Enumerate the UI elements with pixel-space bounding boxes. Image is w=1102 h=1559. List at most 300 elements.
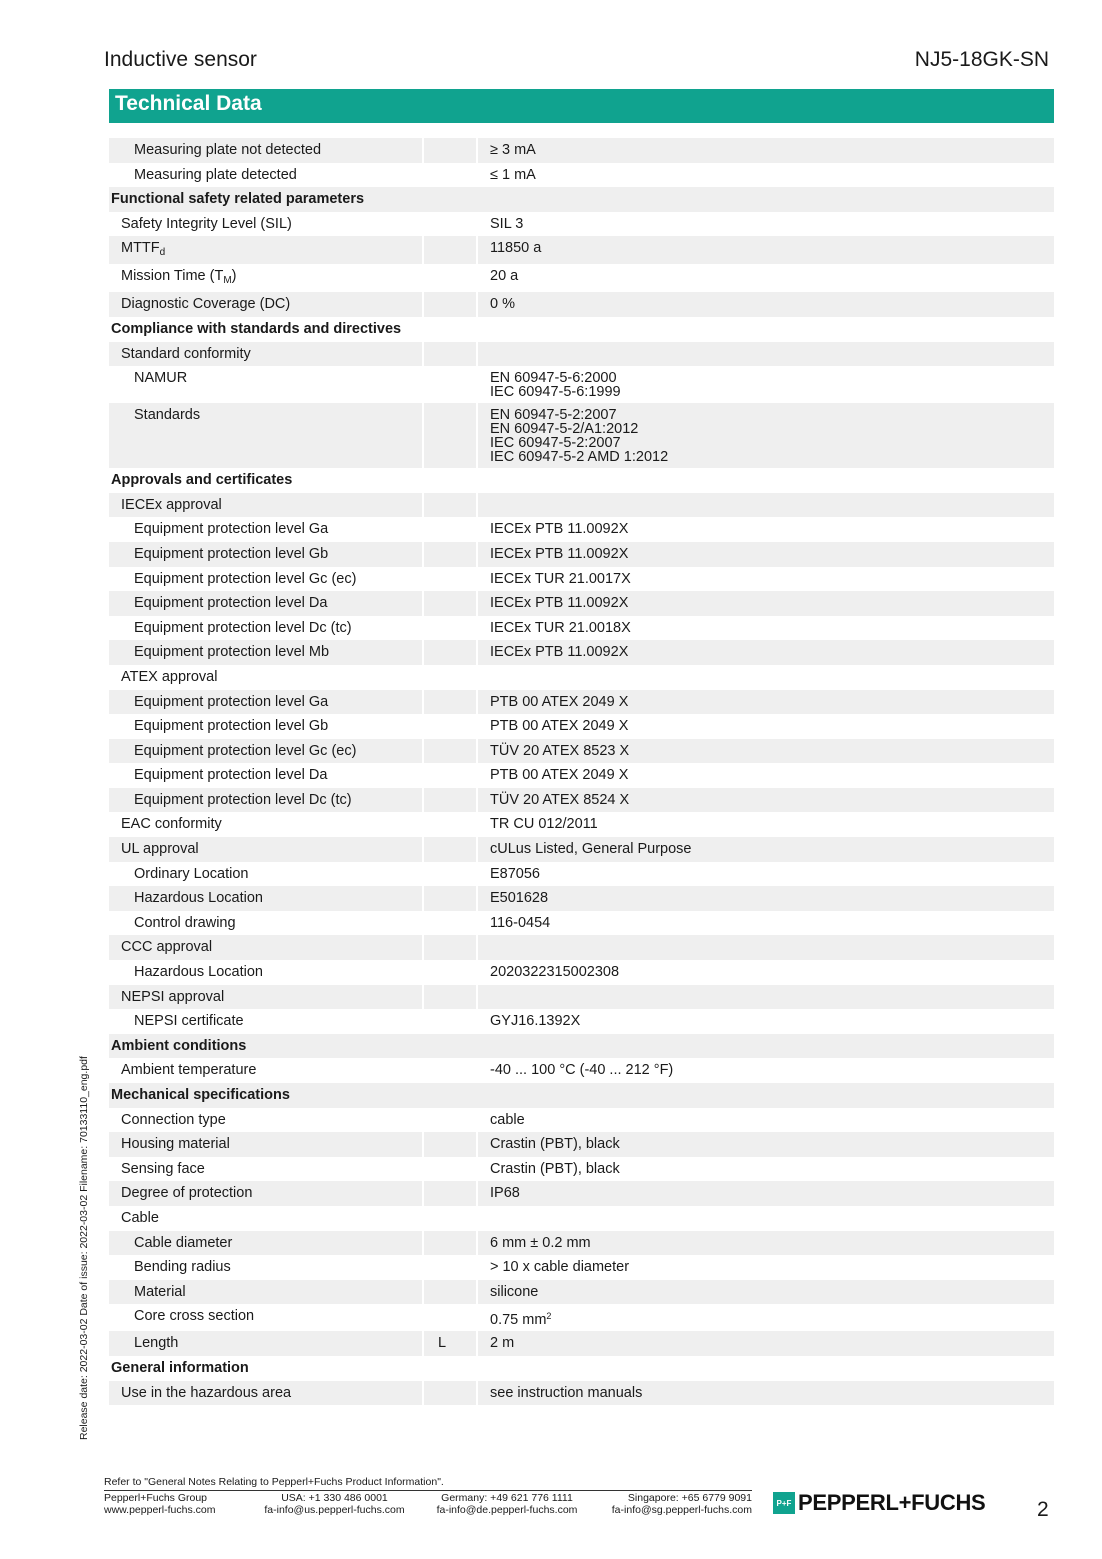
section-heading-row [109,317,1054,342]
row-label [109,837,422,860]
row-label-text: Mechanical specifications [111,1087,290,1103]
row-value [478,690,1054,713]
row-symbol-cell [423,1381,477,1406]
row-value [478,1058,1054,1081]
row-label [109,1034,1054,1057]
row-value-text: PTB 00 ATEX 2049 X [490,718,629,735]
row-label-cell [109,468,1054,493]
row-symbol-cell [423,862,477,887]
table-row [109,1108,1054,1133]
row-symbol [424,493,476,516]
row-label-suffix: ) [231,268,237,285]
row-value-text: ≤ 1 mA [490,166,536,183]
row-value-cell [477,812,1054,837]
row-value [478,788,1054,811]
row-label [109,1280,422,1303]
row-value-cell [477,788,1054,813]
row-value [478,403,1054,468]
row-value-cell [477,567,1054,592]
row-value-cell [477,1058,1054,1083]
row-label [109,935,422,958]
row-value [478,1280,1054,1303]
row-value [478,960,1054,983]
row-value-text: 2 m [490,1335,515,1352]
row-label-cell [109,542,423,567]
row-symbol-cell [423,886,477,911]
row-symbol-cell [423,1331,477,1356]
table-row [109,960,1054,985]
row-label-cell [109,342,423,367]
row-symbol [424,1009,476,1032]
row-value [478,862,1054,885]
row-value-cell [477,960,1054,985]
section-heading-row [109,187,1054,212]
row-symbol [424,264,476,287]
row-label-text: Use in the hazardous area [121,1384,292,1401]
row-label [109,1231,422,1254]
row-value-text: ≥ 3 mA [490,142,536,158]
row-value [478,342,1054,365]
row-label [109,1083,1054,1106]
row-label-text: IECEx approval [121,496,222,513]
table-row [109,812,1054,837]
row-label [109,690,422,713]
row-symbol [424,517,476,540]
row-value [478,616,1054,639]
row-label [109,665,422,688]
row-value [478,665,1054,688]
row-value-text: E87056 [490,865,540,882]
row-value-text: cULus Listed, General Purpose [490,841,692,858]
row-label [109,1356,1054,1379]
row-symbol [424,138,476,161]
row-label-text: Safety Integrity Level (SIL) [121,215,292,232]
row-value-text: 11850 a [490,240,542,257]
row-symbol [424,212,476,235]
row-value [478,1181,1054,1204]
table-row [109,1009,1054,1034]
row-label-cell [109,739,423,764]
section-heading-row [109,1034,1054,1059]
row-value-cell [477,1280,1054,1305]
section-title: Technical Data [115,92,262,115]
row-label-cell [109,264,423,292]
row-label-text: Connection type [121,1111,226,1128]
technical-data-table [109,138,1054,1405]
section-heading-row [109,1083,1054,1108]
row-label-text: Cable diameter [134,1234,233,1251]
row-label [109,236,422,264]
row-symbol-cell [423,788,477,813]
row-value-cell [477,1381,1054,1406]
row-symbol-cell [423,935,477,960]
row-symbol-cell [423,542,477,567]
row-symbol-cell [423,493,477,518]
footer-website[interactable]: www.pepperl-fuchs.com [104,1504,216,1516]
row-symbol-cell [423,567,477,592]
row-value [478,542,1054,565]
row-label [109,403,422,426]
row-symbol-cell [423,292,477,317]
row-label-cell [109,665,423,690]
footer-usa-col [262,1492,407,1516]
row-label-text: Ambient temperature [121,1062,257,1079]
logo-mark-icon: P+F [773,1492,795,1514]
footer-usa-email[interactable]: fa-info@us.pepperl-fuchs.com [264,1504,405,1516]
row-label-text: Equipment protection level Gb [134,545,329,562]
table-row [109,591,1054,616]
table-row [109,763,1054,788]
table-row [109,517,1054,542]
row-value [478,763,1054,786]
row-value-text: PTB 00 ATEX 2049 X [490,767,629,784]
row-label-cell [109,1331,423,1356]
table-row [109,366,1054,403]
row-symbol [424,1157,476,1180]
row-label-cell [109,517,423,542]
row-value-text: SIL 3 [490,215,524,232]
row-value-text: IECEx TUR 21.0018X [490,619,631,636]
row-symbol [424,640,476,663]
row-label-text: Equipment protection level Da [134,767,328,784]
row-label [109,616,422,639]
table-row [109,665,1054,690]
row-label [109,264,422,292]
row-value [478,567,1054,590]
row-symbol-cell [423,714,477,739]
row-label [109,163,422,186]
table-row [109,739,1054,764]
row-value-cell [477,493,1054,518]
row-symbol-cell [423,366,477,403]
row-symbol-cell [423,1280,477,1305]
row-value-cell [477,1181,1054,1206]
row-value-cell [477,616,1054,641]
row-value-cell [477,911,1054,936]
row-value-cell [477,739,1054,764]
row-symbol-cell [423,960,477,985]
row-symbol [424,935,476,958]
row-label-text: Cable [121,1209,159,1226]
row-symbol [424,886,476,909]
section-heading-row [109,468,1054,493]
row-value-cell [477,292,1054,317]
row-value-cell [477,1206,1054,1231]
table-row [109,985,1054,1010]
row-label-cell [109,163,423,188]
row-value-cell [477,1255,1054,1280]
row-label-cell [109,1381,423,1406]
row-symbol [424,960,476,983]
row-label-cell [109,1206,423,1231]
row-symbol-cell [423,1009,477,1034]
footer-germany-col [432,1492,582,1516]
table-row [109,1280,1054,1305]
row-value-text: IP68 [490,1185,520,1202]
row-symbol-cell [423,1058,477,1083]
footer-usa-phone: USA: +1 330 486 0001 [281,1492,388,1504]
row-symbol-cell [423,342,477,367]
table-row [109,163,1054,188]
row-symbol [424,236,476,259]
row-label-cell [109,640,423,665]
row-label [109,1255,422,1278]
table-row [109,542,1054,567]
row-label-text: Housing material [121,1136,230,1153]
table-row [109,292,1054,317]
table-row [109,493,1054,518]
row-label-text: NAMUR [134,370,188,387]
row-label-text: NEPSI approval [121,988,225,1005]
row-label [109,1181,422,1204]
row-label-cell [109,886,423,911]
row-value-cell [477,1331,1054,1356]
row-value-cell [477,403,1054,468]
row-value-cell [477,236,1054,264]
row-value [478,640,1054,663]
table-row [109,567,1054,592]
row-symbol: L [438,1335,447,1352]
row-label [109,187,1054,210]
row-symbol [424,714,476,737]
row-symbol-cell [423,212,477,237]
row-label-cell [109,1280,423,1305]
row-label-text: EAC conformity [121,816,222,833]
row-value [478,1009,1054,1032]
row-label-cell [109,714,423,739]
row-value-cell [477,264,1054,292]
row-value-cell [477,366,1054,403]
row-value-cell [477,591,1054,616]
row-value [478,1231,1054,1254]
row-label [109,1132,422,1155]
footer-divider [104,1490,752,1491]
row-label-text: Bending radius [134,1259,231,1276]
row-label-cell [109,812,423,837]
table-row [109,788,1054,813]
row-label-cell [109,1083,1054,1108]
header-model: NJ5-18GK-SN [914,48,1049,71]
row-symbol [424,292,476,315]
row-label-cell [109,1009,423,1034]
row-value-text: 0.75 mm [490,1312,547,1329]
row-value [478,1331,1054,1354]
row-symbol [424,1181,476,1204]
row-value-cell [477,1009,1054,1034]
row-value-text: -40 ... 100 °C (-40 ... 212 °F) [490,1062,674,1079]
row-symbol-cell [423,812,477,837]
row-label-text: Equipment protection level Gc (ec) [134,742,357,759]
table-row [109,1058,1054,1083]
row-symbol-cell [423,837,477,862]
row-label-text: Equipment protection level Dc (tc) [134,791,352,808]
row-label-subscript: d [159,247,166,259]
table-row [109,886,1054,911]
page-number: 2 [1037,1498,1049,1521]
row-value [478,517,1054,540]
row-value [478,1108,1054,1131]
row-value [478,1157,1054,1180]
row-value-text: E501628 [490,890,549,907]
row-label-cell [109,1157,423,1182]
row-label-text: UL approval [121,841,199,858]
pepperl-fuchs-logo [773,1491,985,1515]
row-label-text: Hazardous Location [134,890,263,907]
row-value [478,1381,1054,1404]
table-row [109,138,1054,163]
row-label-text: Sensing face [121,1160,205,1177]
row-symbol [424,542,476,565]
row-label [109,1206,422,1229]
table-row [109,1181,1054,1206]
row-label-text: Equipment protection level Ga [134,521,329,538]
row-symbol [424,911,476,934]
row-value [478,366,1054,403]
row-label-text: Measuring plate detected [134,166,297,183]
row-label [109,317,1054,340]
row-value-cell [477,935,1054,960]
row-value [478,1304,1054,1331]
row-symbol-cell [423,739,477,764]
row-symbol [424,366,476,389]
release-info: Release date: 2022-03-02 Date of issue: 2022-03-02 Filename: 70133110_eng.pdf [78,1056,90,1440]
row-label-text: Equipment protection level Gc (ec) [134,570,357,587]
row-label-text: Degree of protection [121,1185,253,1202]
row-value [478,1132,1054,1155]
row-value-cell [477,542,1054,567]
row-label-cell [109,292,423,317]
row-label-cell [109,985,423,1010]
row-value-cell [477,886,1054,911]
row-label-cell [109,138,423,163]
row-symbol-cell [423,591,477,616]
row-label-cell [109,591,423,616]
row-label-cell [109,1058,423,1083]
footer-germany-email[interactable]: fa-info@de.pepperl-fuchs.com [436,1504,578,1516]
row-value-text: GYJ16.1392X [490,1013,581,1030]
row-value-text: TÜV 20 ATEX 8523 X [490,742,630,759]
row-label [109,739,422,762]
row-value-cell [477,985,1054,1010]
row-label-text: Core cross section [134,1308,255,1325]
row-value-cell [477,342,1054,367]
row-value [478,985,1054,1008]
row-symbol-cell [423,264,477,292]
row-label-text: Length [134,1335,179,1352]
row-value-text: 0 % [490,296,515,313]
table-row [109,640,1054,665]
row-label-cell [109,1132,423,1157]
row-label [109,812,422,835]
row-label [109,1157,422,1180]
row-value-text: > 10 x cable diameter [490,1259,630,1276]
row-value-cell [477,1157,1054,1182]
row-value-cell [477,690,1054,715]
row-value [478,837,1054,860]
table-row [109,911,1054,936]
table-row [109,616,1054,641]
section-title-band [109,89,1054,123]
row-value-cell [477,1108,1054,1133]
row-label-cell [109,616,423,641]
row-label-cell [109,1356,1054,1381]
table-row [109,342,1054,367]
row-value-cell [477,1231,1054,1256]
row-label [109,985,422,1008]
table-row [109,935,1054,960]
footer-singapore-email[interactable]: fa-info@sg.pepperl-fuchs.com [611,1504,752,1516]
row-label [109,493,422,516]
row-label-cell [109,236,423,264]
row-symbol-cell [423,403,477,468]
row-label [109,1381,422,1404]
row-symbol-cell [423,1231,477,1256]
row-label [109,138,422,161]
table-row [109,403,1054,468]
row-symbol [424,1206,476,1229]
row-label-text: MTTF [121,240,160,257]
row-symbol [424,567,476,590]
footer-germany-phone: Germany: +49 621 776 1111 [441,1492,573,1504]
row-value [478,292,1054,315]
row-symbol-cell [423,690,477,715]
row-value-cell [477,1304,1054,1331]
row-label-text: Compliance with standards and directives [111,320,402,337]
row-label-cell [109,960,423,985]
table-row [109,714,1054,739]
row-label-cell [109,1034,1054,1059]
row-symbol [424,591,476,614]
row-symbol-cell [423,1255,477,1280]
row-symbol-cell [423,138,477,163]
row-label-cell [109,1255,423,1280]
row-label [109,763,422,786]
row-label-cell [109,212,423,237]
row-label-cell [109,862,423,887]
row-label [109,212,422,235]
table-row [109,1304,1054,1331]
row-label-text: NEPSI certificate [134,1013,244,1030]
table-row [109,1331,1054,1356]
row-value [478,935,1054,958]
row-label-text: Equipment protection level Gb [134,718,329,735]
row-label-text: Approvals and certificates [111,472,293,489]
table-row [109,1381,1054,1406]
row-value-text: IECEx PTB 11.0092X [490,644,629,661]
row-value [478,212,1054,235]
row-symbol [424,403,476,426]
logo-text: PEPPERL+FUCHS [798,1490,986,1515]
row-label [109,517,422,540]
row-symbol-cell [423,640,477,665]
row-label [109,886,422,909]
row-symbol [424,788,476,811]
row-symbol [424,1381,476,1404]
footer-singapore-col [602,1492,752,1516]
footer-group: Pepperl+Fuchs Group [104,1492,208,1504]
row-value-cell [477,862,1054,887]
header-product-type: Inductive sensor [104,48,257,71]
table-row [109,690,1054,715]
row-label-text: Material [134,1283,186,1300]
row-value-text: PTB 00 ATEX 2049 X [490,693,629,710]
row-symbol [424,1132,476,1155]
row-symbol [424,616,476,639]
row-label-text: ATEX approval [121,668,218,685]
row-symbol-cell [423,1206,477,1231]
row-value-cell [477,138,1054,163]
row-symbol-cell [423,1304,477,1331]
